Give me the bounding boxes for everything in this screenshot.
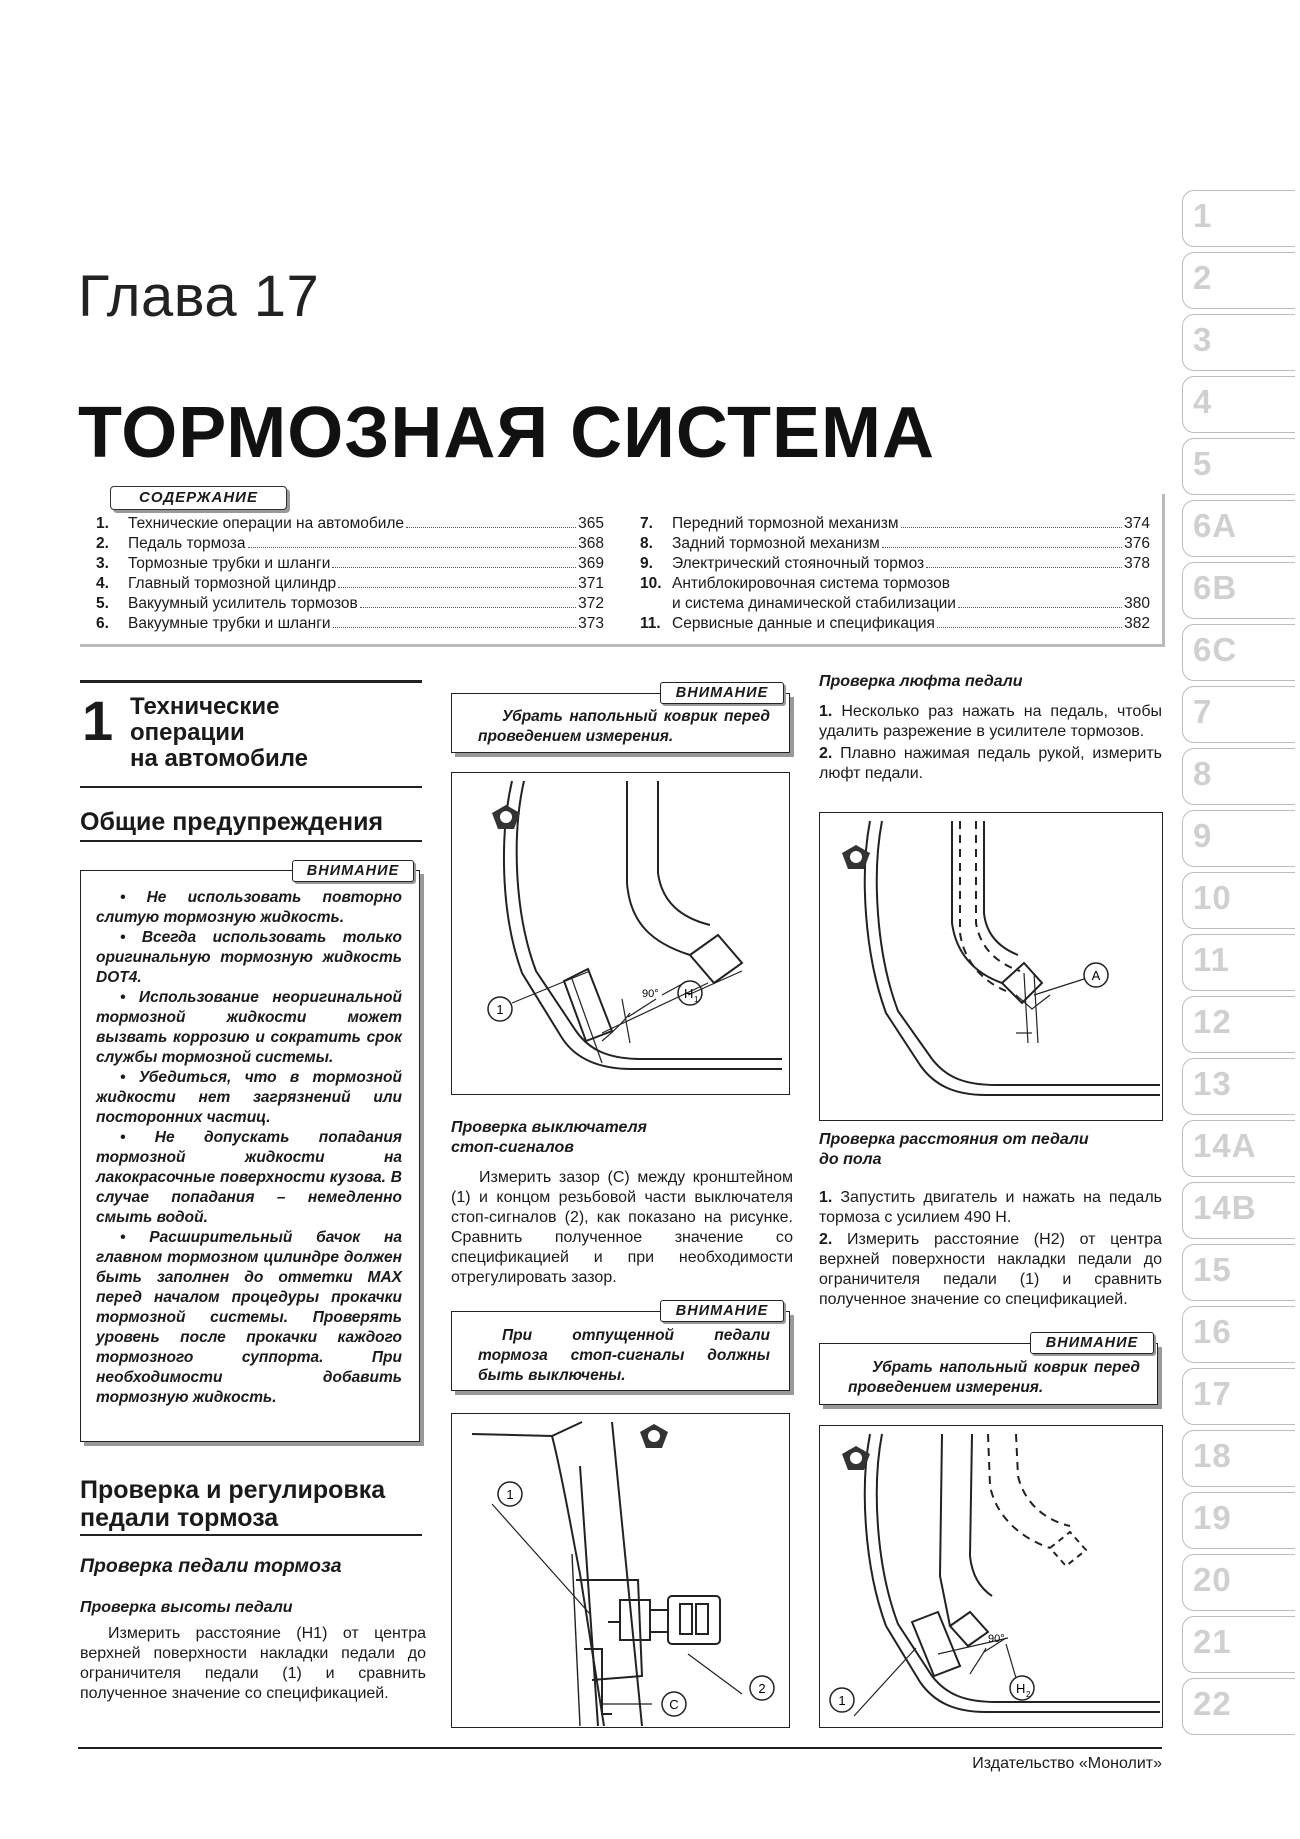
fig1-h-label: H — [684, 986, 694, 1001]
chapter-tab — [1182, 190, 1295, 247]
warning-label: ВНИМАНИЕ — [660, 682, 784, 704]
toc-entry-title: Главный тормозной цилиндр — [128, 575, 337, 592]
toc-row — [96, 534, 604, 554]
chapter-tab-label: 15 — [1193, 1251, 1232, 1288]
brake-switch-drawing — [452, 1414, 789, 1727]
pedal-play-steps — [819, 702, 1162, 786]
fig1-angle-label: 90° — [642, 988, 659, 1000]
pedal-height-drawing — [452, 773, 789, 1094]
chapter-tab-label: 19 — [1193, 1499, 1232, 1536]
warning-paragraph: • Использование неоригинальной тормозной жидкости может вызвать коррозию и сократить срок службы тормозной системы. — [96, 989, 402, 1066]
toc-entry-title: Электрический стояночный тормоз — [672, 555, 925, 572]
toc-number: 10. — [640, 575, 662, 592]
chapter-tab-label: 14B — [1193, 1189, 1257, 1226]
step-number: 2. — [819, 745, 833, 762]
pedal-play-drawing — [820, 813, 1162, 1120]
fig4-callout-1: 1 — [838, 1693, 846, 1708]
toc-number: 11. — [640, 615, 661, 632]
toc-page-number: 373 — [578, 615, 604, 632]
step-text: Плавно нажимая педаль рукой, измерить люфт педали. — [819, 745, 1163, 782]
chapter-tab — [1182, 1120, 1295, 1177]
toc-leader-dots — [248, 547, 577, 548]
chapter-tab — [1182, 686, 1295, 743]
toc-number: 6. — [96, 615, 109, 632]
toc-row — [640, 574, 1150, 594]
section-rule — [80, 680, 422, 683]
chapter-tab — [1182, 1492, 1295, 1549]
toc-number: 3. — [96, 555, 109, 572]
floor-distance-drawing — [820, 1426, 1162, 1727]
heading-rule — [80, 1534, 422, 1536]
chapter-tab — [1182, 1430, 1295, 1487]
toc-page-number: 380 — [1124, 595, 1150, 612]
page-title: ТОРМОЗНАЯ СИСТЕМА — [78, 393, 936, 473]
toc-page-number: 371 — [578, 575, 604, 592]
toc-page-number: 368 — [578, 535, 604, 552]
figure-pedal-play — [819, 812, 1163, 1121]
pedal-height-text: Измерить расстояние (H1) от центра верхней поверхности накладки педали до ограничителя педали (1) и сравнить полученное значение со спецификацией. — [80, 1625, 426, 1702]
toc-leader-dots — [333, 627, 577, 628]
floor-distance-steps — [819, 1188, 1162, 1312]
warning-paragraph: • Не использовать повторно слитую тормозную жидкость. — [96, 889, 402, 926]
general-warnings-heading: Общие предупреждения — [80, 808, 384, 836]
chapter-tab — [1182, 314, 1295, 371]
chapter-tab — [1182, 1616, 1295, 1673]
chapter-tab-label: 20 — [1193, 1561, 1232, 1598]
figure-brake-switch — [451, 1413, 790, 1728]
chapter-tab-label: 17 — [1193, 1375, 1232, 1412]
chapter-tab-label: 18 — [1193, 1437, 1232, 1474]
toc-left-column — [96, 514, 604, 634]
toc-entry-title: Вакуумные трубки и шланги — [128, 615, 331, 632]
warning-label: ВНИМАНИЕ — [292, 860, 414, 882]
toc-page-number: 382 — [1124, 615, 1150, 632]
toc-row — [96, 614, 604, 634]
chapter-tab — [1182, 1058, 1295, 1115]
toc-row — [96, 514, 604, 534]
toc-leader-dots — [332, 567, 576, 568]
warning-paragraph: • Расширительный бачок на главном тормозном цилиндре должен быть заполнен до отметки MAX перед началом процедуры прокачки тормозной системы. Проверять уровень после прокачки каждого тормозного суппорта. При необходимости добавить тормозную жидкость. — [96, 1229, 402, 1406]
chapter-tab — [1182, 996, 1295, 1053]
step-item — [819, 744, 1162, 784]
toc-leader-dots — [360, 607, 576, 608]
toc-row — [640, 594, 1150, 614]
floor-distance-heading: Проверка расстояния от педали до пола — [819, 1131, 1089, 1168]
toc-entry-title: Сервисные данные и спецификация — [672, 615, 935, 632]
toc-number: 4. — [96, 575, 109, 592]
toc-leader-dots — [882, 547, 1122, 548]
toc-leader-dots — [926, 567, 1122, 568]
toc-entry-title: и система динамической стабилизации — [672, 595, 956, 612]
chapter-tab-label: 6B — [1193, 569, 1238, 606]
toc-number: 2. — [96, 535, 109, 552]
warning-paragraph: • Всегда использовать только оригинальную тормозную жидкость DOT4. — [96, 929, 402, 986]
toc-row — [640, 554, 1150, 574]
toc-page-number: 372 — [578, 595, 604, 612]
toc-row — [96, 554, 604, 574]
toc-entry-title: Передний тормозной механизм — [672, 515, 899, 532]
fig1-h-sub: 1 — [694, 995, 699, 1004]
switch-heading: Проверка выключателя стоп-сигналов — [451, 1119, 647, 1156]
chapter-tab-label: 4 — [1193, 383, 1213, 420]
pedal-check-heading: Проверка педали тормоза — [80, 1555, 342, 1577]
chapter-tab — [1182, 810, 1295, 867]
chapter-tab-label: 1 — [1193, 197, 1213, 234]
chapter-label: Глава 17 — [78, 264, 320, 329]
toc-leader-dots — [338, 587, 576, 588]
step-text: Запустить двигатель и нажать на педаль тормоза с усилием 490 Н. — [819, 1189, 1162, 1226]
warning-text-3: Убрать напольный коврик перед проведением измерения. — [848, 1359, 1140, 1396]
step-number: 1. — [819, 1189, 833, 1206]
toc-page-number: 374 — [1124, 515, 1150, 532]
chapter-tab — [1182, 872, 1295, 929]
step-text: Измерить расстояние (H2) от центра верхней поверхности накладки педали до ограничителя педали (1) и сравнить полученное значение со спецификацией. — [819, 1231, 1162, 1308]
toc-right-column — [640, 514, 1150, 634]
section-number: 1 — [82, 689, 114, 752]
toc-leader-dots — [958, 607, 1122, 608]
chapter-tab — [1182, 624, 1295, 681]
heading-rule — [80, 840, 422, 842]
section-title: Технические операции на автомобиле — [130, 693, 309, 772]
toc-number: 5. — [96, 595, 109, 612]
chapter-tab-label: 13 — [1193, 1065, 1232, 1102]
chapter-tab — [1182, 1182, 1295, 1239]
toc-entry-title: Технические операции на автомобиле — [128, 515, 405, 532]
chapter-tab — [1182, 1306, 1295, 1363]
warning-paragraph: • Убедиться, что в тормозной жидкости нет загрязнений или посторонних частиц. — [96, 1069, 402, 1126]
fig4-h-label: H — [1016, 1681, 1026, 1696]
chapter-tab — [1182, 500, 1295, 557]
fig3-callout-a: A — [1091, 968, 1101, 983]
toc-number: 9. — [640, 555, 653, 572]
switch-text: Измерить зазор (C) между кронштейном (1) и концом резьбовой части выключателя стоп-сигналов (2), как показано на рисунке. Сравнить полученное значение со спецификацией и при необходимости отрегулировать зазор. — [451, 1169, 793, 1286]
toc-leader-dots — [406, 527, 576, 528]
figure-pedal-height — [451, 772, 790, 1095]
general-warning-text — [96, 888, 402, 1408]
chapter-tab — [1182, 252, 1295, 309]
fig2-callout-2: 2 — [758, 1681, 766, 1696]
chapter-tab — [1182, 1678, 1295, 1735]
chapter-tab — [1182, 1368, 1295, 1425]
chapter-tab-label: 8 — [1193, 755, 1213, 792]
toc-entry-title: Задний тормозной механизм — [672, 535, 880, 552]
chapter-tab-label: 10 — [1193, 879, 1232, 916]
chapter-tab — [1182, 562, 1295, 619]
toc-row — [96, 594, 604, 614]
toc-leader-dots — [937, 627, 1122, 628]
chapter-tab — [1182, 1244, 1295, 1301]
toc-page-number: 365 — [578, 515, 604, 532]
chapter-tab-label: 12 — [1193, 1003, 1232, 1040]
toc-row — [96, 574, 604, 594]
toc-row — [640, 514, 1150, 534]
chapter-tab-label: 21 — [1193, 1623, 1232, 1660]
toc-label: СОДЕРЖАНИЕ — [110, 486, 287, 510]
chapter-tab-label: 11 — [1193, 941, 1230, 978]
toc-number: 7. — [640, 515, 653, 532]
pedal-play-heading: Проверка люфта педали — [819, 673, 1023, 690]
step-item — [819, 1188, 1162, 1228]
step-item — [819, 1230, 1162, 1310]
chapter-tab — [1182, 376, 1295, 433]
chapter-tab-label: 7 — [1193, 693, 1213, 730]
warning-text-1: Убрать напольный коврик перед проведением измерения. — [478, 708, 770, 745]
toc-entry-title: Вакуумный усилитель тормозов — [128, 595, 358, 612]
toc-number: 1. — [96, 515, 109, 532]
toc-page-number: 369 — [578, 555, 604, 572]
chapter-tab-label: 2 — [1193, 259, 1213, 296]
step-item — [819, 702, 1162, 742]
step-number: 2. — [819, 1231, 833, 1248]
chapter-tab-label: 6A — [1193, 507, 1238, 544]
chapter-tab — [1182, 748, 1295, 805]
fig2-callout-c: C — [669, 1697, 679, 1712]
chapter-tab — [1182, 934, 1295, 991]
toc-entry-title: Педаль тормоза — [128, 535, 246, 552]
step-number: 1. — [819, 703, 833, 720]
chapter-tab — [1182, 1554, 1295, 1611]
fig4-angle-label: 90° — [988, 1633, 1005, 1645]
chapter-tab-label: 16 — [1193, 1313, 1232, 1350]
publisher-footer: Издательство «Монолит» — [972, 1755, 1162, 1772]
toc-row — [640, 534, 1150, 554]
warning-text-2: При отпущенной педали тормоза стоп-сигналы должны быть выключены. — [478, 1327, 770, 1384]
warning-label: ВНИМАНИЕ — [660, 1300, 784, 1322]
chapter-tab-label: 9 — [1193, 817, 1213, 854]
toc-leader-dots — [901, 527, 1123, 528]
toc-page-number: 376 — [1124, 535, 1150, 552]
pedal-height-heading: Проверка высоты педали — [80, 1599, 293, 1616]
toc-entry-title: Антиблокировочная система тормозов — [672, 575, 950, 592]
chapter-tab-label: 22 — [1193, 1685, 1232, 1722]
toc-number: 8. — [640, 535, 653, 552]
figure-floor-distance — [819, 1425, 1163, 1728]
warning-label: ВНИМАНИЕ — [1030, 1332, 1154, 1354]
fig2-callout-1: 1 — [506, 1487, 514, 1502]
step-text: Несколько раз нажать на педаль, чтобы удалить разрежение в усилителе тормозов. — [819, 703, 1162, 740]
warning-paragraph: • Не допускать попадания тормозной жидкости на лакокрасочные поверхности кузова. В случае попадания – немедленно смыть водой. — [96, 1129, 402, 1226]
toc-row — [640, 614, 1150, 634]
toc-entry-title: Тормозные трубки и шланги — [128, 555, 331, 572]
toc-page-number: 378 — [1124, 555, 1150, 572]
chapter-tab-label: 6C — [1193, 631, 1238, 668]
section-rule — [80, 786, 422, 788]
footer-rule — [78, 1747, 1162, 1749]
adjust-heading: Проверка и регулировка педали тормоза — [80, 1476, 386, 1532]
chapter-tab — [1182, 438, 1295, 495]
chapter-tab-label: 5 — [1193, 445, 1213, 482]
fig4-h-sub: 2 — [1026, 1690, 1031, 1699]
chapter-tab-label: 3 — [1193, 321, 1213, 358]
chapter-tab-label: 14A — [1193, 1127, 1257, 1164]
fig1-callout-1: 1 — [496, 1002, 504, 1017]
